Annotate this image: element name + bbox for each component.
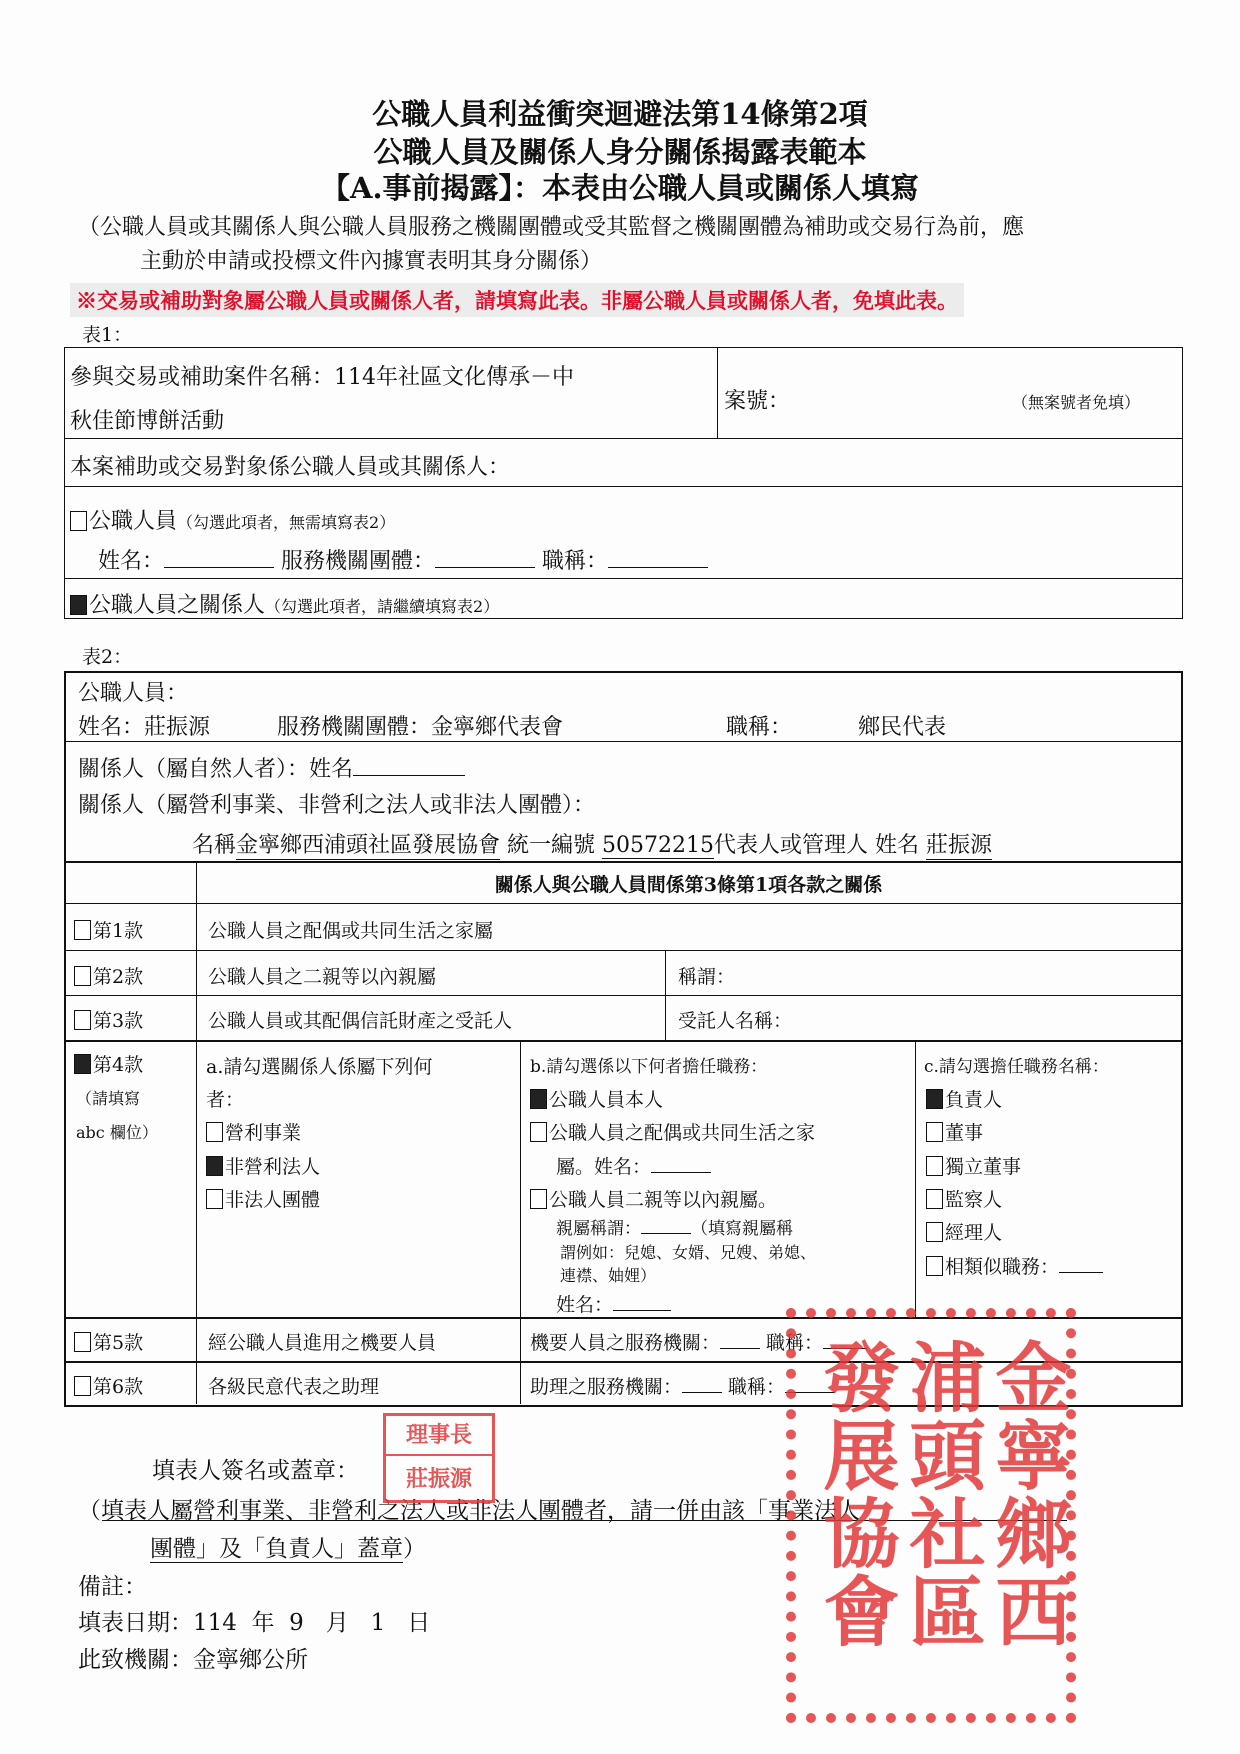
name-label: 姓名：	[78, 715, 145, 740]
recipient-label: 此致機關：	[78, 1647, 193, 1673]
option-label: 非法人團體	[225, 1189, 321, 1211]
checkbox[interactable]	[206, 1156, 223, 1176]
col-c-independent-director[interactable]	[926, 1152, 1021, 1179]
clause3-checkbox[interactable]	[74, 1010, 91, 1030]
col-a-title1: a.請勾選關係人係屬下列何	[206, 1056, 433, 1078]
official-info	[78, 710, 1012, 742]
clause4-note2: abc 欄位）	[76, 1123, 158, 1142]
checkbox[interactable]	[530, 1122, 547, 1142]
date-day: 1	[370, 1610, 386, 1636]
kin-label: 親屬稱謂：	[556, 1219, 641, 1239]
col-c-supervisor[interactable]	[926, 1185, 1002, 1212]
org-row	[192, 828, 992, 860]
clause6-desc: 各級民意代表之助理	[208, 1376, 380, 1398]
col-a-non-profit[interactable]	[206, 1152, 320, 1179]
sig-note-close: ）	[403, 1536, 426, 1562]
kin-title-row	[556, 1214, 793, 1239]
clause1-option[interactable]	[74, 916, 143, 943]
org-id-label: 統一編號	[507, 833, 596, 858]
clause3-desc: 公職人員或其配偶信託財產之受託人	[208, 1010, 513, 1032]
remarks-label: 備註：	[78, 1574, 147, 1600]
rep-label: 代表人或管理人 姓名	[714, 833, 920, 858]
clause4-checkbox[interactable]	[74, 1054, 91, 1074]
org-name: 金寧鄉西浦頭社區發展協會	[236, 828, 500, 860]
org-label: 關係人（屬營利事業、非營利之法人或非法人團體）：	[78, 793, 596, 818]
organization-seal-text: 金寧鄉西浦頭社區發展協會	[811, 1338, 1072, 1650]
col-a-title2: 者：	[206, 1089, 245, 1111]
clause4-option[interactable]	[74, 1050, 143, 1077]
col-b-spouse[interactable]	[530, 1118, 815, 1145]
clause1-desc: 公職人員之配偶或共同生活之家屬	[208, 920, 494, 942]
clause-label: 第2款	[93, 966, 144, 988]
agency-field[interactable]	[682, 1392, 722, 1393]
clause-label: 第4款	[93, 1054, 144, 1076]
table1-label: 表1：	[82, 324, 133, 346]
recipient: 金寧鄉公所	[193, 1647, 308, 1673]
trustee-label: 受託人名稱：	[678, 1010, 793, 1032]
kin-name-field[interactable]	[613, 1310, 671, 1311]
month-unit: 月	[325, 1610, 349, 1636]
seal-name: 莊振源	[405, 1466, 472, 1492]
org-id: 50572215	[602, 833, 715, 858]
official-title: 鄉民代表	[792, 710, 1012, 742]
col-a-for-profit[interactable]	[206, 1118, 301, 1145]
clause6-option[interactable]	[74, 1372, 143, 1399]
agency-label: 服務機關團體：	[281, 549, 436, 574]
signature-label: 填表人簽名或蓋章：	[152, 1458, 359, 1484]
title-line3: 【A.事前揭露】：本表由公職人員或關係人填寫	[320, 171, 920, 205]
official-name: 莊振源	[144, 710, 264, 742]
checkbox[interactable]	[206, 1122, 223, 1142]
case-no-label: 案號：	[724, 389, 791, 414]
title-line1: 公職人員利益衝突迴避法第14條第2項	[372, 97, 868, 131]
official-agency: 金寧鄉代表會	[431, 710, 689, 742]
relative-note: （勾選此項者，請繼續填寫表2）	[265, 597, 500, 616]
agency-field[interactable]	[435, 567, 535, 568]
clause4-note1: （請填寫	[76, 1089, 141, 1108]
case-no-note: （無案號者免填）	[1012, 393, 1141, 412]
official-heading: 公職人員：	[78, 681, 189, 706]
checkbox[interactable]	[926, 1189, 943, 1209]
official-label: 公職人員	[89, 509, 178, 534]
option-label: 相類似職務：	[945, 1256, 1060, 1278]
title-label: 職稱：	[766, 1332, 824, 1354]
seal-title: 理事長	[386, 1416, 492, 1456]
official-option[interactable]	[70, 504, 395, 535]
clause5-option[interactable]	[74, 1328, 143, 1355]
title-line2: 公職人員及關係人身分關係揭露表範本	[373, 135, 867, 169]
official-note: （勾選此項者，無需填寫表2）	[177, 513, 396, 532]
checkbox[interactable]	[926, 1256, 943, 1276]
col-c-similar[interactable]	[926, 1252, 1103, 1279]
case-name-line1: 參與交易或補助案件名稱：114年社區文化傳承－中	[70, 365, 574, 390]
clause2-desc: 公職人員之二親等以內親屬	[208, 966, 437, 988]
checkbox[interactable]	[926, 1156, 943, 1176]
title-label: 職稱：	[542, 549, 609, 574]
personal-seal	[383, 1413, 495, 1503]
official-checkbox[interactable]	[70, 511, 87, 531]
clause6-checkbox[interactable]	[74, 1376, 91, 1396]
clause-label: 第6款	[93, 1376, 144, 1398]
note-line1: （公職人員或其關係人與公職人員服務之機關團體或受其監督之機關團體為補助或交易行為前，應	[78, 215, 1025, 240]
relative-checkbox[interactable]	[70, 595, 87, 615]
col-b-kin[interactable]	[530, 1185, 777, 1212]
col-b-self[interactable]	[530, 1085, 663, 1112]
checkbox[interactable]	[926, 1122, 943, 1142]
clause-label: 第1款	[93, 920, 144, 942]
natural-person-row	[78, 752, 465, 783]
clause2-title-label: 稱謂：	[678, 966, 736, 988]
clause-label: 第5款	[93, 1332, 144, 1354]
title-field[interactable]	[608, 567, 708, 568]
organization-seal	[786, 1308, 1076, 1723]
table2-label: 表2：	[82, 646, 133, 668]
col-b-title: b.請勾選係以下何者擔任職務：	[530, 1057, 768, 1077]
kin-field[interactable]	[641, 1233, 691, 1234]
col-c-director[interactable]	[926, 1118, 983, 1145]
warning-text: ※交易或補助對象屬公職人員或關係人者，請填寫此表。非屬公職人員或關係人者，免填此表。	[70, 283, 964, 317]
official-fields	[98, 544, 708, 575]
sig-note-underlined: 團體」及「負責人」蓋章	[150, 1536, 403, 1562]
option-label: 營利事業	[225, 1122, 302, 1144]
kin-example2: 連襟、妯娌）	[560, 1266, 657, 1285]
agency-label: 機要人員之服務機關：	[530, 1332, 721, 1354]
recipient-row	[78, 1641, 308, 1674]
agency-label: 服務機關團體：	[277, 715, 432, 740]
clause2-checkbox[interactable]	[74, 966, 91, 986]
name-label: 姓名：	[98, 549, 165, 574]
clause2-option[interactable]	[74, 962, 143, 989]
relative-label: 公職人員之關係人	[89, 593, 266, 618]
spouse-name-field[interactable]	[651, 1172, 711, 1173]
name-field[interactable]	[164, 567, 274, 568]
col-c-responsible[interactable]	[926, 1085, 1002, 1112]
similar-field[interactable]	[1059, 1272, 1103, 1273]
col-b-spouse-name	[556, 1152, 711, 1179]
clause5-checkbox[interactable]	[74, 1332, 91, 1352]
name-label: 姓名：	[556, 1294, 614, 1316]
title-label: 職稱：	[728, 1376, 786, 1398]
option-label: 公職人員之配偶或共同生活之家	[549, 1122, 816, 1144]
clause-label: 第3款	[93, 1010, 144, 1032]
natural-person-label: 關係人（屬自然人者）：姓名	[78, 757, 354, 782]
col-a-unincorporated[interactable]	[206, 1185, 320, 1212]
checkbox[interactable]	[530, 1189, 547, 1209]
col-c-manager[interactable]	[926, 1218, 1002, 1245]
org-name-label: 名稱	[192, 833, 237, 858]
agency-field[interactable]	[720, 1348, 760, 1349]
option-label: 公職人員二親等以內親屬。	[549, 1189, 778, 1211]
title-label: 職稱：	[726, 715, 793, 740]
subject-label: 本案補助或交易對象係公職人員或其關係人：	[70, 455, 511, 480]
option-label: 非營利法人	[225, 1156, 321, 1178]
note-line2: 主動於申請或投標文件內據實表明其身分關係）	[140, 249, 603, 274]
checkbox[interactable]	[926, 1222, 943, 1242]
natural-person-name[interactable]	[353, 775, 465, 776]
year-unit: 年	[251, 1610, 275, 1636]
signature-note-line1: （填表人屬營利事業、非營利之法人或非法人團體者，請一併由該「事業法人	[78, 1498, 860, 1524]
name-label: 屬。姓名：	[556, 1156, 652, 1178]
kin-note: （填寫親屬稱	[691, 1219, 793, 1239]
option-label: 獨立董事	[945, 1156, 1022, 1178]
date-label: 填表日期：	[78, 1610, 193, 1636]
clause1-checkbox[interactable]	[74, 920, 91, 940]
option-label: 董事	[945, 1122, 984, 1144]
kin-name-row	[556, 1290, 671, 1317]
day-unit: 日	[407, 1610, 431, 1636]
signature-note-line2	[150, 1530, 426, 1563]
col-c-title: c.請勾選擔任職務名稱：	[924, 1057, 1109, 1077]
clause3-option[interactable]	[74, 1006, 143, 1033]
checkbox[interactable]	[926, 1089, 943, 1109]
rep-name: 莊振源	[926, 828, 992, 860]
kin-example1: 謂例如：兒媳、女婿、兄嫂、弟媳、	[560, 1243, 817, 1262]
agency-label: 助理之服務機關：	[530, 1376, 683, 1398]
checkbox[interactable]	[206, 1189, 223, 1209]
relation-header: 關係人與公職人員間係第3條第1項各款之關係	[494, 874, 883, 896]
fill-date	[78, 1604, 430, 1637]
option-label: 負責人	[945, 1089, 1003, 1111]
checkbox[interactable]	[530, 1089, 547, 1109]
option-label: 公職人員本人	[549, 1089, 664, 1111]
clause5-desc: 經公職人員進用之機要人員	[208, 1332, 437, 1354]
case-name-line2: 秋佳節博餅活動	[70, 409, 225, 434]
option-label: 監察人	[945, 1189, 1003, 1211]
option-label: 經理人	[945, 1222, 1003, 1244]
relative-option[interactable]	[70, 588, 499, 619]
date-month: 9	[289, 1610, 304, 1636]
date-year: 114	[193, 1610, 237, 1636]
